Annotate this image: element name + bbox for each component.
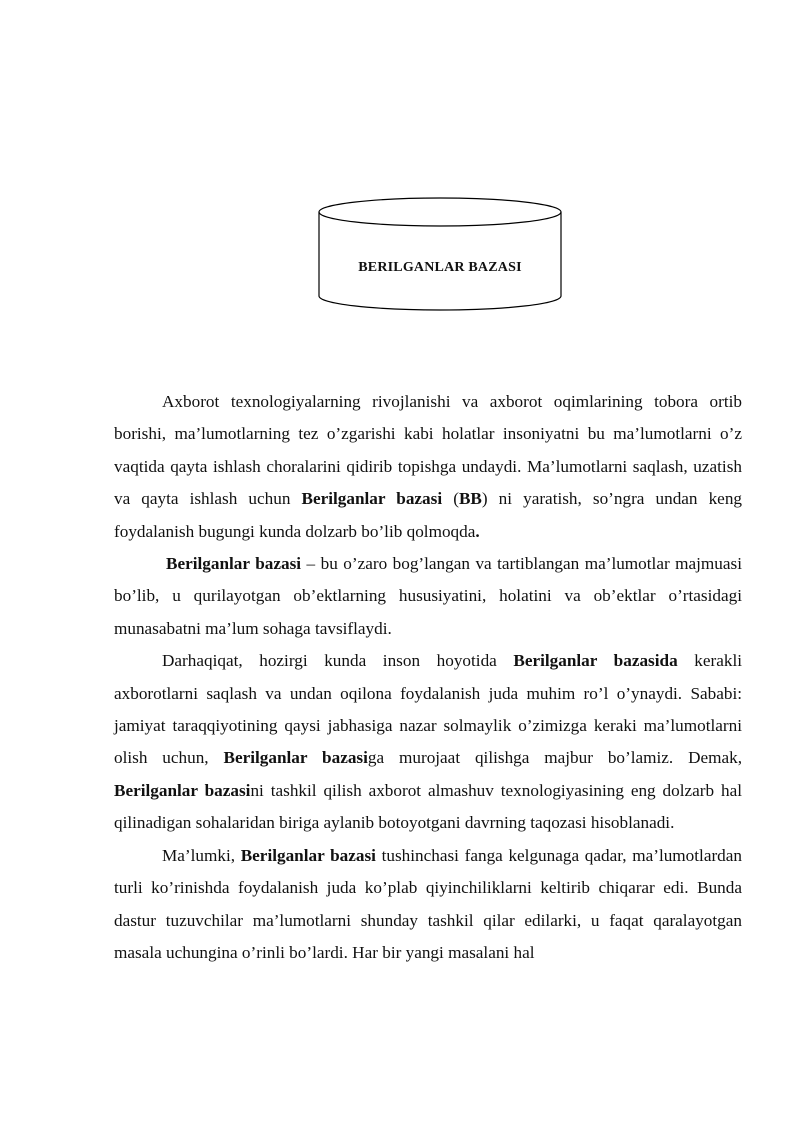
p3-text-c: kerakli axborotlarni saqlash va undan oqilona foydalanish juda muhim ro’l o’ynaydi. Sababi: jamiyat taraqqiyotining qaysi jabhasiga nazar solmaylik o’zimizga keraki ma’lumotlarni olish uchun, [114,651,742,768]
database-cylinder-shape [318,196,562,314]
p4-bold-term: Berilganlar bazasi [240,845,376,865]
p3-bold-term-1: Berilganlar bazasida [513,651,678,671]
p1-bold-period: . [475,521,480,541]
p3-bold-term-3: Berilganlar bazasi [114,780,251,800]
p1-text-c: ( [442,489,459,509]
p1-bold-abbr: BB [458,489,482,509]
paragraph-4 [114,840,742,970]
p3-text-d: ga murojaat qilishga majbur bo’lamiz. Demak, [367,748,743,768]
paragraph-3 [114,645,742,839]
p1-bold-term: Berilganlar bazasi [301,489,443,509]
paragraph-1 [114,386,742,548]
diagram-label: BERILGANLAR BAZASI [358,260,522,275]
p3-text-a: Darhaqiqat, hozirgi kunda inson hoyotida [162,651,514,671]
p4-text-c: tushinchasi fanga kelgunaga qadar, ma’lumotlardan turli ko’rinishda foydalanish juda ko’plab qiyinchiliklarni keltirib chiqarar edi. Bunda dastur tuzuvchilar ma’lumotlarni shunday tashkil qilar edilarki, u faqat qaralayotgan masala uchungina o’rinli bo’lardi. Har bir yangi masalani hal [114,845,742,962]
p2-bold-term: Berilganlar bazasi [166,554,302,574]
p1-text-d: ) ni yaratish, so’ngra undan keng foydalanish bugungi kunda dolzarb bo’lib qolmoqda [114,489,743,541]
document-body [114,386,742,969]
p4-text-a: Ma’lumki, [162,845,241,865]
p3-bold-term-2: Berilganlar bazasi [223,748,368,768]
p3-text-e: ni tashkil qilish axborot almashuv texnologiyasining eng dolzarb hal qilinadigan sohalaridan biriga aylanib botoyotgani davrning taqozasi hisoblanadi. [114,780,742,833]
p1-text-a: Axborot texnologiyalarning rivojlanishi va axborot oqimlarining tobora ortib borishi, ma’lumotlarning tez o’zgarishi kabi holatlar insoniyatni bu ma’lumotlarni o’z vaqtida qayta ishlash choralarini qidirib topishga undaydi. Ma’lumotlarni saqlash, uzatish va qayta ishlash uchun [114,392,742,509]
paragraph-2 [114,548,742,645]
p2-text-a: – bu o’zaro bog’langan va tartiblangan ma’lumotlar majmuasi bo’lib, u qurilayotgan ob’ektlarning hususiyatini, holatini va ob’ektlar o’rtasidagi munasabatni ma’lum sohaga tavsiflaydi. [114,554,742,638]
